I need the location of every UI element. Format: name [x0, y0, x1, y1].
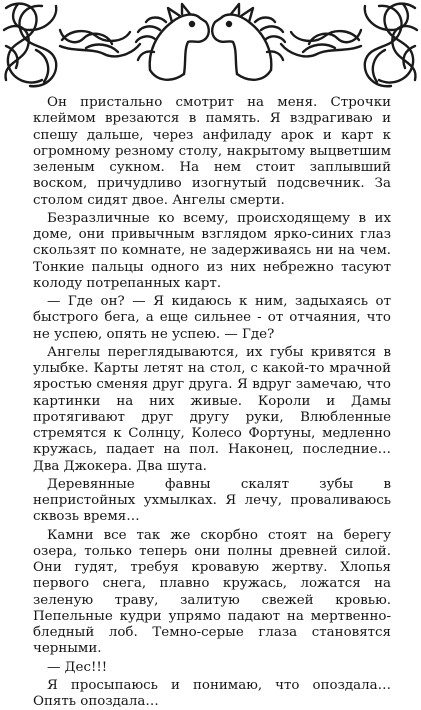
paragraph-2: Безразличные ко всему, происходящему в их доме, они привычным взглядом ярко-синих глаз скользят по комнате, не задерживаясь ни на чем. Тонкие пальцы одного из них небрежно тасуют колоду потрепанных карт.: [33, 210, 391, 291]
header-ornament: [0, 0, 421, 92]
paragraph-3: — Где он? — Я кидаюсь к ним, задыхаясь от быстрого бега, а еще сильнее - от отчаяния, что не успею, опять не успею. — Где?: [33, 294, 391, 342]
paragraph-4: Ангелы переглядываются, их губы кривятся в улыбке. Карты летят на стол, с какой-то мрачной яростью сменяя друг друга. Я вдруг замечаю, что картинки на них живые. Короли и Дамы протягивают друг другу руки, Влюбленные стремятся к Солнцу, Колесо Фортуны, медленно кружась, падает на пол. Наконец, последние… Два Джокера. Два шута.: [33, 344, 391, 474]
left-celtic-knot-icon: [4, 4, 140, 87]
left-horse-head-icon: [136, 4, 209, 80]
paragraph-7: — Дес!!!: [47, 659, 108, 675]
right-horse-head-icon: [212, 4, 285, 80]
paragraph-5: Деревянные фавны скалят зубы в непристойных ухмылках. Я лечу, проваливаюсь сквозь время…: [33, 476, 391, 525]
paragraph-8: Я просыпаюсь и понимаю, что опоздала… Опять опоздала…: [33, 677, 391, 709]
story-text: [33, 95, 391, 710]
paragraph-1: Он пристально смотрит на меня. Строчки клеймом врезаются в память. Я вздрагиваю и спешу дальше, через анфиладу арок и карт к огромному резному столу, накрытому выцветшим зеленым сукном. На нем стоит заплывший воском, причудливо изогнутый подсвечник. За столом сидят двое. Ангелы смерти.: [33, 95, 391, 208]
right-celtic-knot-icon: [281, 4, 417, 87]
paragraph-6: Камни все так же скорбно стоят на берегу озера, только теперь они полны древней силой. Они гудят, требуя кровавую жертву. Хлопья первого снега, плавно кружась, ложатся на зеленую траву, залитую свежей кровью. Пепельные кудри упрямо падают на мертвенно-бледный лоб. Темно-серые глаза становятся черными.: [33, 527, 391, 657]
